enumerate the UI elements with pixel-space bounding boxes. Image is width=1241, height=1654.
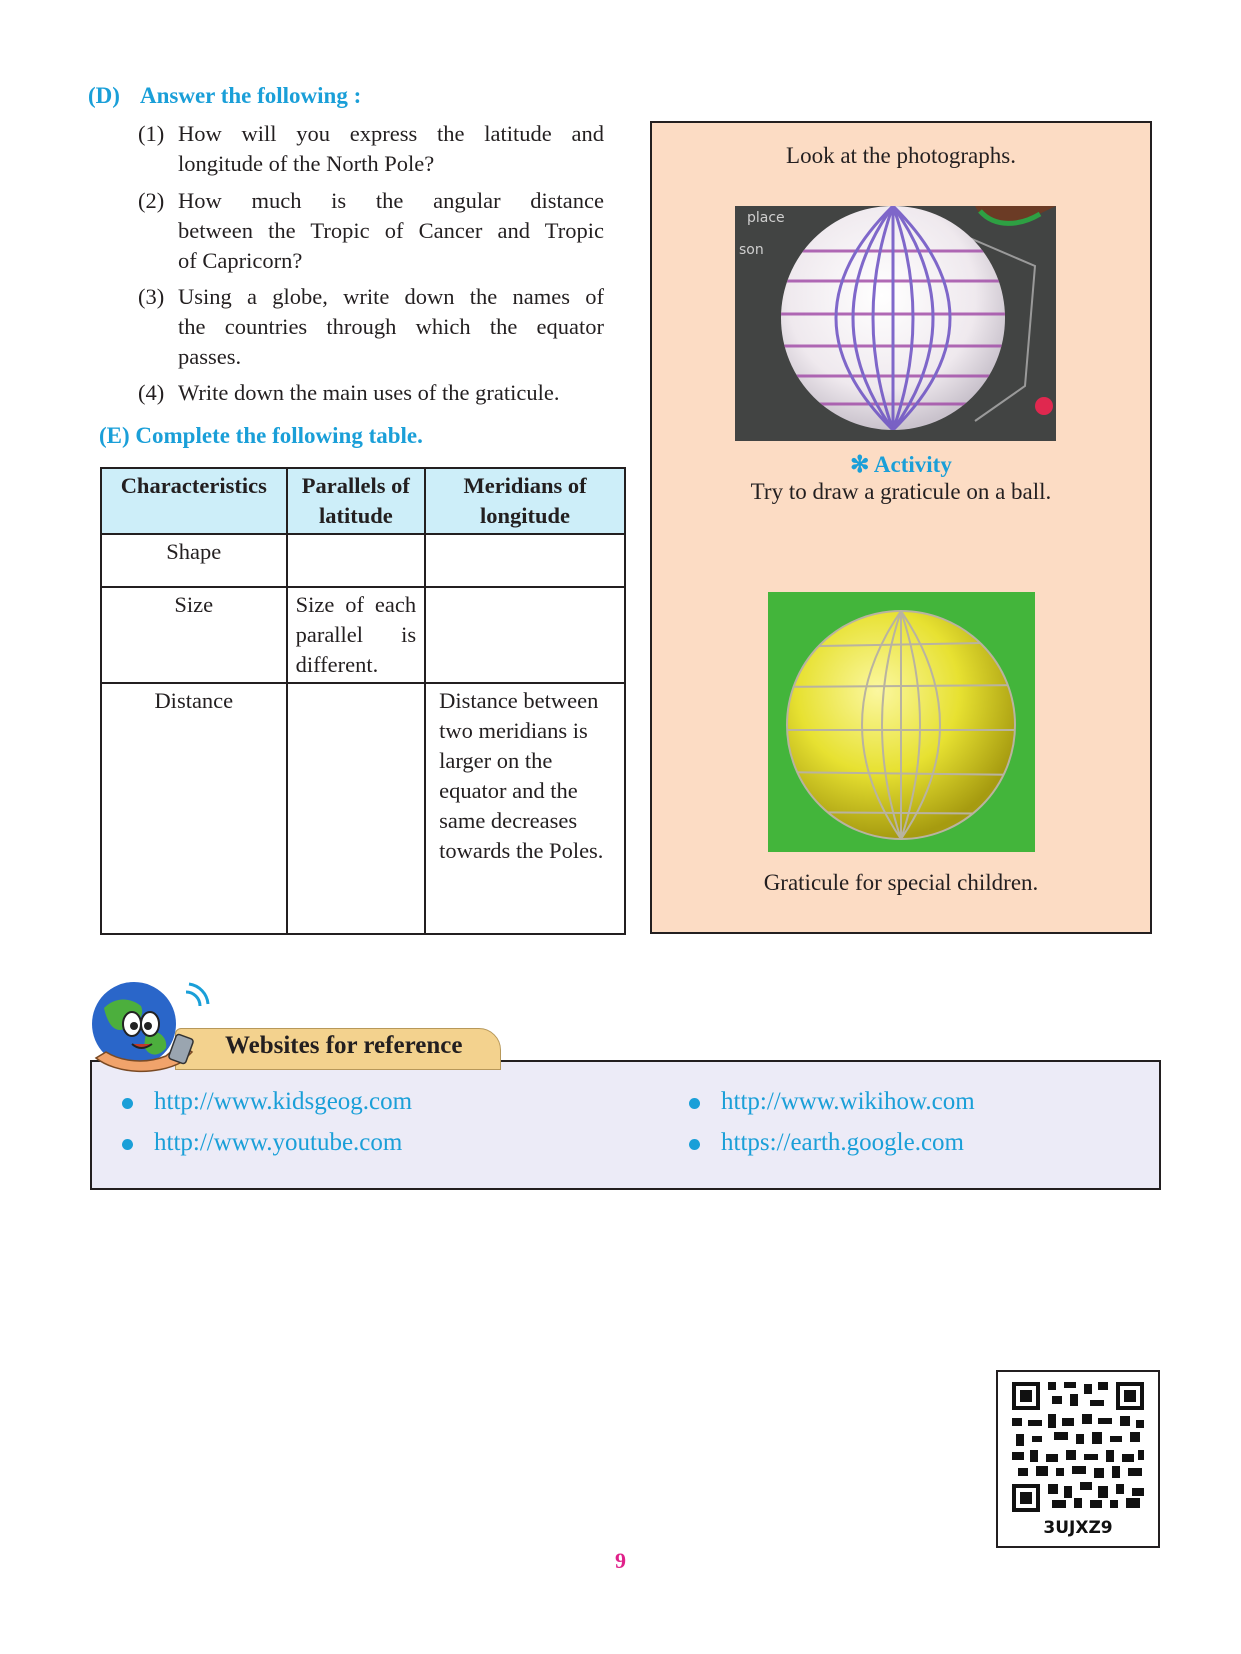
- table-cell: Distance between two meridians is larger on the equator and the same decreases towards the Poles.: [425, 683, 625, 934]
- question-4: [138, 378, 604, 408]
- activity-label: Activity: [873, 452, 952, 477]
- question-number: (2): [138, 188, 165, 213]
- table-header: Meridians of longitude: [425, 468, 625, 534]
- table-row: [101, 587, 625, 683]
- bullet-icon: [689, 1098, 700, 1109]
- question-number: (1): [138, 121, 165, 146]
- question-1: [138, 119, 604, 179]
- question-2: [138, 186, 604, 276]
- question-line: between the Tropic of Cancer and Tropic: [178, 218, 604, 243]
- website-link[interactable]: https://earth.google.com: [721, 1129, 965, 1156]
- section-d-label: (D): [88, 83, 120, 108]
- row-label: Shape: [101, 534, 287, 587]
- section-d-title: Answer the following :: [140, 83, 362, 108]
- question-number: (3): [138, 284, 165, 309]
- websites-title: Websites for reference: [225, 1032, 463, 1059]
- blank-cell: [287, 534, 425, 587]
- comparison-table: [100, 467, 626, 935]
- graticule-ball-photo: [735, 206, 1056, 441]
- question-line: Using a globe, write down the names of: [178, 284, 604, 309]
- question-line: the countries through which the equator: [178, 314, 604, 339]
- question-number: (4): [138, 380, 165, 405]
- page-number: 9: [615, 1548, 626, 1573]
- asterisk-icon: ✻: [850, 452, 874, 477]
- blank-cell: [425, 534, 625, 587]
- table-header: Parallels of latitude: [287, 468, 425, 534]
- website-link[interactable]: http://www.youtube.com: [154, 1129, 403, 1156]
- row-label: Size: [101, 587, 287, 683]
- activity-label-row: [650, 452, 1152, 478]
- bullet-icon: [689, 1139, 700, 1150]
- activity-text: Try to draw a graticule on a ball.: [750, 479, 1052, 504]
- qr-code[interactable]: [996, 1370, 1160, 1548]
- websites-box: [90, 1060, 1161, 1190]
- row-label: Distance: [101, 683, 287, 934]
- table-header-row: [101, 468, 625, 534]
- chalk-writing: son: [739, 242, 764, 258]
- blank-cell: [425, 587, 625, 683]
- question-line: Write down the main uses of the graticule.: [178, 380, 560, 405]
- question-line: of Capricorn?: [178, 248, 303, 273]
- photo-caption: Graticule for special children.: [763, 870, 1039, 895]
- wire-graticule-photo: [768, 592, 1035, 852]
- wire-graticule-image: [768, 592, 1035, 852]
- question-line: How will you express the latitude and: [178, 121, 604, 146]
- blank-cell: [287, 683, 425, 934]
- qr-code-label: 3UJXZ9: [1043, 1518, 1113, 1538]
- table-row: [101, 683, 625, 934]
- table-row: [101, 534, 625, 587]
- chalk-writing: place: [747, 210, 785, 226]
- bullet-icon: [122, 1139, 133, 1150]
- table-header: Characteristics: [101, 468, 287, 534]
- question-line: How much is the angular distance: [178, 188, 604, 213]
- globe-mascot-icon: [86, 978, 214, 1078]
- graticule-ball-image: [735, 206, 1056, 441]
- bullet-icon: [122, 1098, 133, 1109]
- website-link[interactable]: http://www.kidsgeog.com: [154, 1088, 413, 1115]
- question-line: longitude of the North Pole?: [178, 151, 435, 176]
- activity-intro: Look at the photographs.: [786, 143, 1016, 168]
- question-line: passes.: [178, 344, 242, 369]
- website-link[interactable]: http://www.wikihow.com: [721, 1088, 975, 1115]
- section-e-title: (E) Complete the following table.: [99, 423, 423, 448]
- qr-pattern-icon: [998, 1372, 1158, 1512]
- table-cell: Size of each parallel is different.: [287, 587, 425, 683]
- question-3: [138, 282, 604, 372]
